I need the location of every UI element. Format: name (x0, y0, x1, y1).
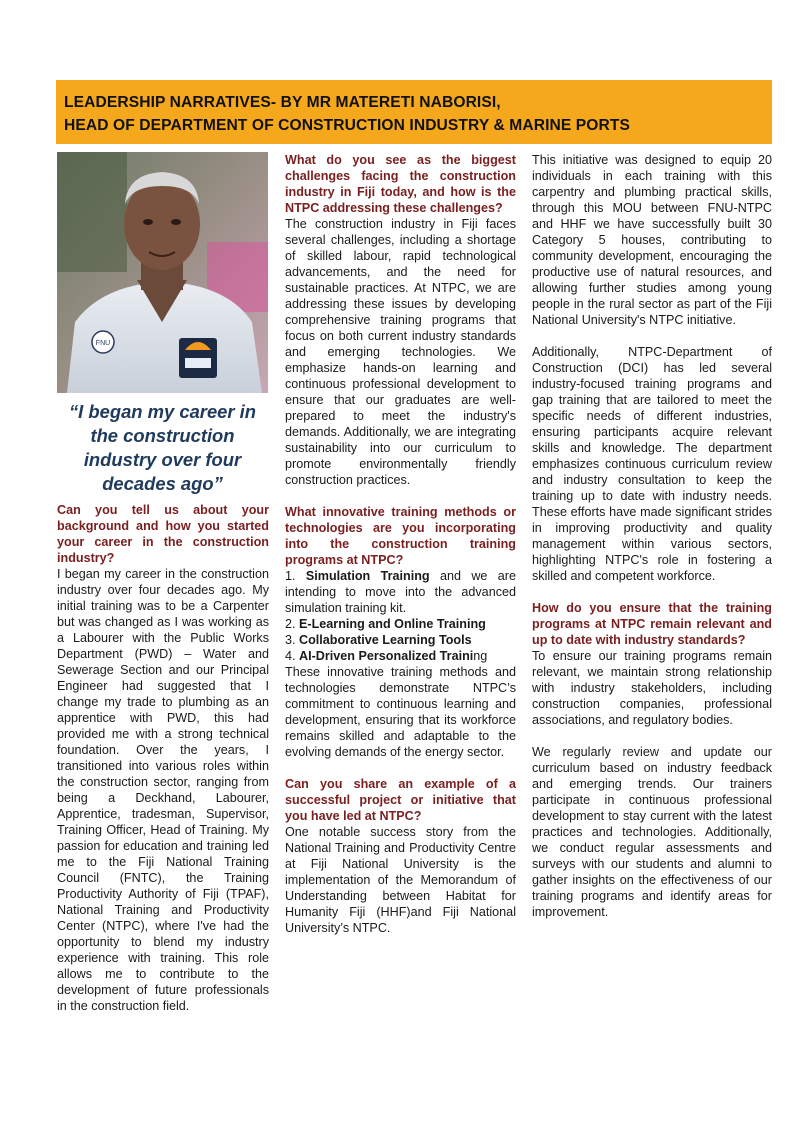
header-banner (56, 80, 772, 144)
question-training-methods: What innovative training methods or technologies are you incorporating into the construction training programs at NTPC? (285, 505, 516, 567)
column-1 (57, 502, 269, 1014)
column-3 (532, 152, 772, 920)
training-methods-list (285, 568, 516, 664)
answer-challenges: The construction industry in Fiji faces several challenges, including a shortage of skilled labour, rapid technological advancements, and the need for sustainable practices. At NTPC, we are addressing these issues by developing comprehensive training programs that focus on both current industry standards and emerging technologies. We emphasize hands-on learning and continuous professional development to ensure that our graduates are well-prepared to meet the industry's demands. Additionally, we are integrating sustainability into our curriculum to promote environmentally friendly construction practices. (285, 217, 516, 487)
pull-quote: “I began my career in the construction industry over four decades ago” (68, 401, 257, 494)
banner-title-line-1: LEADERSHIP NARRATIVES- BY MR MATERETI NABORISI, (64, 94, 501, 111)
list-item: 4. AI-Driven Personalized Training (285, 649, 488, 663)
shirt-badge-text: FNU (95, 340, 111, 347)
answer-training-methods: These innovative training methods and technologies demonstrate NTPC’s commitment to continuous learning and development, ensuring that its workforce remains skilled and adaptable to the evolving demands of the energy sector. (285, 665, 516, 759)
list-item: 1. Simulation Training and we are intending to move into the advanced simulation training kit. (285, 569, 516, 615)
list-item: 3. Collaborative Learning Tools (285, 633, 472, 647)
answer-successful-project: One notable success story from the National Training and Productivity Centre at Fiji National University is the implementation of the Memorandum of Understanding between Habitat for Humanity Fiji (HHF)and Fiji National University’s NTPC. (285, 825, 516, 935)
column-2 (285, 152, 516, 936)
question-relevance: How do you ensure that the training programs at NTPC remain relevant and up to date with industry standards? (532, 601, 772, 647)
list-item: 2. E-Learning and Online Training (285, 617, 486, 631)
answer-relevance: To ensure our training programs remain relevant, we maintain strong relationship with industry stakeholders, including construction companies, professional associations, and regulatory bodies. (532, 649, 772, 727)
banner-title-line-2: HEAD OF DEPARTMENT OF CONSTRUCTION INDUSTRY & MARINE PORTS (64, 117, 631, 134)
question-successful-project: Can you share an example of a successful project or initiative that you have led at NTPC? (285, 777, 516, 823)
question-challenges: What do you see as the biggest challenges facing the construction industry in Fiji today, and how is the NTPC addressing these challenges? (285, 153, 516, 215)
answer-background: I began my career in the construction industry over four decades ago. My initial training was to be a Carpenter but was changed as I was working as a Labourer with the Public Works Department (PWD) – Water and Sewerage Section and our Principal Engineer had suggested that I change my trade to plumbing as an apprentice with PWD, this had provided me with a strong technical foundation. Over the years, I transitioned into various roles within the construction sector, ranging from being a Deckhand, Labourer, Apprentice, tradesman, Supervisor, Training Officer, Head of Training. My passion for education and training led me to the Fiji National Training Council (FNTC), the Training Productivity Authority of Fiji (TPAF), National Training and Productivity Center (NTPC), where I've had the opportunity to blend my industry experience with training. This role allows me to contribute to the development of future professionals in the construction field. (57, 567, 269, 1013)
answer-relevance-continued: We regularly review and update our curriculum based on industry feedback and emerging trends. Our trainers participate in continuous professional development to stay current with the latest practices and technologies. Additionally, we conduct regular assessments and surveys with our students and alumni to gather insights on the effectiveness of our training programs and identify areas for improvement. (532, 745, 772, 919)
answer-dci-programs: Additionally, NTPC-Department of Construction (DCI) has led several industry-focused training programs and gap training that are tailored to meet the specific needs of different industries, ensuring participants acquire relevant skills and knowledge. The department emphasizes continuous curriculum review and industry consultation to keep the training up to date with industry needs. These efforts have made significant strides in improving productivity and quality management within various sectors, highlighting NTPC's role in fostering a skilled and competent workforce. (532, 345, 772, 583)
portrait-photo (57, 152, 268, 393)
answer-successful-project-continued: This initiative was designed to equip 20 individuals in each training with this carpentry and plumbing practical skills, through this MOU between FNU-NTPC and HHF we have successfully built 30 Category 5 houses, contributing to community development, encouraging the productive use of natural resources, and allowing further studies among young people in the rural sector as part of the Fiji National University's NTPC initiative. (532, 153, 772, 327)
question-background: Can you tell us about your background and how you started your career in the construction industry? (57, 503, 269, 565)
